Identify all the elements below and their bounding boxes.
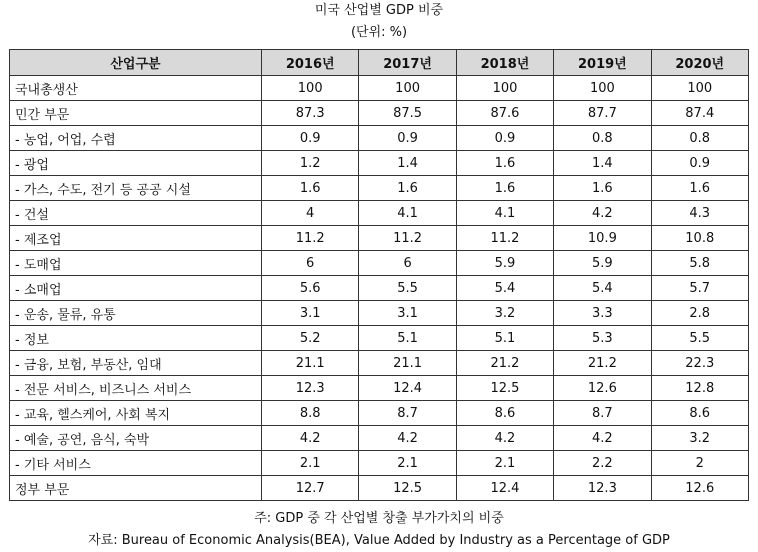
- value-cell: 12.4: [456, 476, 553, 501]
- row-label: - 운송, 물류, 유통: [10, 301, 262, 326]
- value-cell: 12.6: [651, 476, 748, 501]
- table-header-row: [10, 50, 749, 76]
- header-2020: 2020년: [651, 50, 748, 76]
- value-cell: 1.6: [456, 176, 553, 201]
- value-cell: 11.2: [456, 226, 553, 251]
- value-cell: 5.8: [651, 251, 748, 276]
- value-cell: 5.9: [456, 251, 553, 276]
- value-cell: 5.9: [554, 251, 651, 276]
- value-cell: 2: [651, 451, 748, 476]
- value-cell: 10.8: [651, 226, 748, 251]
- header-2018: 2018년: [456, 50, 553, 76]
- value-cell: 12.6: [554, 376, 651, 401]
- table-row: [10, 126, 749, 151]
- value-cell: 5.7: [651, 276, 748, 301]
- unit-label: (단위: %): [350, 25, 408, 40]
- source-citation: 자료: Bureau of Economic Analysis(BEA), Value Added by Industry as a Percentage of GDP: [88, 533, 670, 548]
- value-cell: 22.3: [651, 351, 748, 376]
- value-cell: 2.1: [262, 451, 359, 476]
- table-row: [10, 401, 749, 426]
- row-label: - 도매업: [10, 251, 262, 276]
- value-cell: 5.1: [359, 326, 456, 351]
- row-label: - 농업, 어업, 수렵: [10, 126, 262, 151]
- row-label: - 광업: [10, 151, 262, 176]
- value-cell: 1.6: [359, 176, 456, 201]
- value-cell: 87.4: [651, 101, 748, 126]
- value-cell: 4: [262, 201, 359, 226]
- value-cell: 4.2: [456, 426, 553, 451]
- value-cell: 0.9: [651, 151, 748, 176]
- value-cell: 1.6: [456, 151, 553, 176]
- table-body: [10, 76, 749, 501]
- value-cell: 6: [262, 251, 359, 276]
- value-cell: 12.5: [456, 376, 553, 401]
- value-cell: 12.3: [554, 476, 651, 501]
- value-cell: 87.6: [456, 101, 553, 126]
- value-cell: 3.2: [651, 426, 748, 451]
- value-cell: 4.1: [359, 201, 456, 226]
- value-cell: 5.4: [456, 276, 553, 301]
- value-cell: 12.7: [262, 476, 359, 501]
- value-cell: 0.9: [262, 126, 359, 151]
- row-label: - 금융, 보험, 부동산, 임대: [10, 351, 262, 376]
- value-cell: 1.2: [262, 151, 359, 176]
- row-label: - 제조업: [10, 226, 262, 251]
- table-row: [10, 226, 749, 251]
- value-cell: 1.4: [554, 151, 651, 176]
- row-label: - 기타 서비스: [10, 451, 262, 476]
- value-cell: 5.5: [651, 326, 748, 351]
- value-cell: 10.9: [554, 226, 651, 251]
- table-row: [10, 326, 749, 351]
- value-cell: 4.2: [359, 426, 456, 451]
- value-cell: 4.3: [651, 201, 748, 226]
- value-cell: 21.1: [359, 351, 456, 376]
- value-cell: 0.9: [359, 126, 456, 151]
- value-cell: 4.2: [554, 426, 651, 451]
- value-cell: 100: [651, 76, 748, 101]
- value-cell: 4.2: [262, 426, 359, 451]
- value-cell: 100: [554, 76, 651, 101]
- value-cell: 3.1: [262, 301, 359, 326]
- value-cell: 8.8: [262, 401, 359, 426]
- value-cell: 8.6: [651, 401, 748, 426]
- value-cell: 100: [456, 76, 553, 101]
- value-cell: 5.3: [554, 326, 651, 351]
- value-cell: 1.6: [262, 176, 359, 201]
- header-industry: 산업구분: [10, 50, 262, 76]
- value-cell: 2.1: [359, 451, 456, 476]
- value-cell: 2.1: [456, 451, 553, 476]
- value-cell: 21.1: [262, 351, 359, 376]
- value-cell: 1.6: [554, 176, 651, 201]
- row-label: - 건설: [10, 201, 262, 226]
- value-cell: 5.2: [262, 326, 359, 351]
- table-row: [10, 276, 749, 301]
- header-2019: 2019년: [554, 50, 651, 76]
- value-cell: 2.2: [554, 451, 651, 476]
- footnote: 주: GDP 중 각 산업별 창출 부가가치의 비중: [254, 511, 504, 526]
- table-row: [10, 101, 749, 126]
- row-label: - 소매업: [10, 276, 262, 301]
- value-cell: 8.7: [359, 401, 456, 426]
- value-cell: 87.7: [554, 101, 651, 126]
- header-2017: 2017년: [359, 50, 456, 76]
- page-title: 미국 산업별 GDP 비중: [314, 3, 444, 18]
- value-cell: 1.6: [651, 176, 748, 201]
- row-label: 국내총생산: [10, 76, 262, 101]
- value-cell: 3.3: [554, 301, 651, 326]
- value-cell: 2.8: [651, 301, 748, 326]
- value-cell: 4.2: [554, 201, 651, 226]
- value-cell: 8.7: [554, 401, 651, 426]
- value-cell: 12.4: [359, 376, 456, 401]
- value-cell: 5.4: [554, 276, 651, 301]
- table-row: [10, 426, 749, 451]
- value-cell: 0.9: [456, 126, 553, 151]
- value-cell: 12.8: [651, 376, 748, 401]
- value-cell: 87.5: [359, 101, 456, 126]
- table-row: [10, 351, 749, 376]
- value-cell: 3.1: [359, 301, 456, 326]
- row-label: 민간 부문: [10, 101, 262, 126]
- value-cell: 11.2: [262, 226, 359, 251]
- table-row: [10, 76, 749, 101]
- value-cell: 87.3: [262, 101, 359, 126]
- value-cell: 0.8: [554, 126, 651, 151]
- gdp-share-table: [9, 49, 749, 501]
- row-label: - 정보: [10, 326, 262, 351]
- value-cell: 1.4: [359, 151, 456, 176]
- value-cell: 12.3: [262, 376, 359, 401]
- value-cell: 3.2: [456, 301, 553, 326]
- value-cell: 5.6: [262, 276, 359, 301]
- table-row: [10, 476, 749, 501]
- table-row: [10, 151, 749, 176]
- row-label: 정부 부문: [10, 476, 262, 501]
- table-row: [10, 301, 749, 326]
- value-cell: 100: [359, 76, 456, 101]
- table-row: [10, 251, 749, 276]
- value-cell: 12.5: [359, 476, 456, 501]
- value-cell: 11.2: [359, 226, 456, 251]
- value-cell: 21.2: [456, 351, 553, 376]
- table-row: [10, 201, 749, 226]
- value-cell: 21.2: [554, 351, 651, 376]
- table-row: [10, 376, 749, 401]
- value-cell: 8.6: [456, 401, 553, 426]
- table-row: [10, 176, 749, 201]
- row-label: - 전문 서비스, 비즈니스 서비스: [10, 376, 262, 401]
- header-2016: 2016년: [262, 50, 359, 76]
- value-cell: 6: [359, 251, 456, 276]
- row-label: - 가스, 수도, 전기 등 공공 시설: [10, 176, 262, 201]
- value-cell: 100: [262, 76, 359, 101]
- value-cell: 0.8: [651, 126, 748, 151]
- value-cell: 5.1: [456, 326, 553, 351]
- row-label: - 예술, 공연, 음식, 숙박: [10, 426, 262, 451]
- row-label: - 교육, 헬스케어, 사회 복지: [10, 401, 262, 426]
- value-cell: 5.5: [359, 276, 456, 301]
- table-row: [10, 451, 749, 476]
- value-cell: 4.1: [456, 201, 553, 226]
